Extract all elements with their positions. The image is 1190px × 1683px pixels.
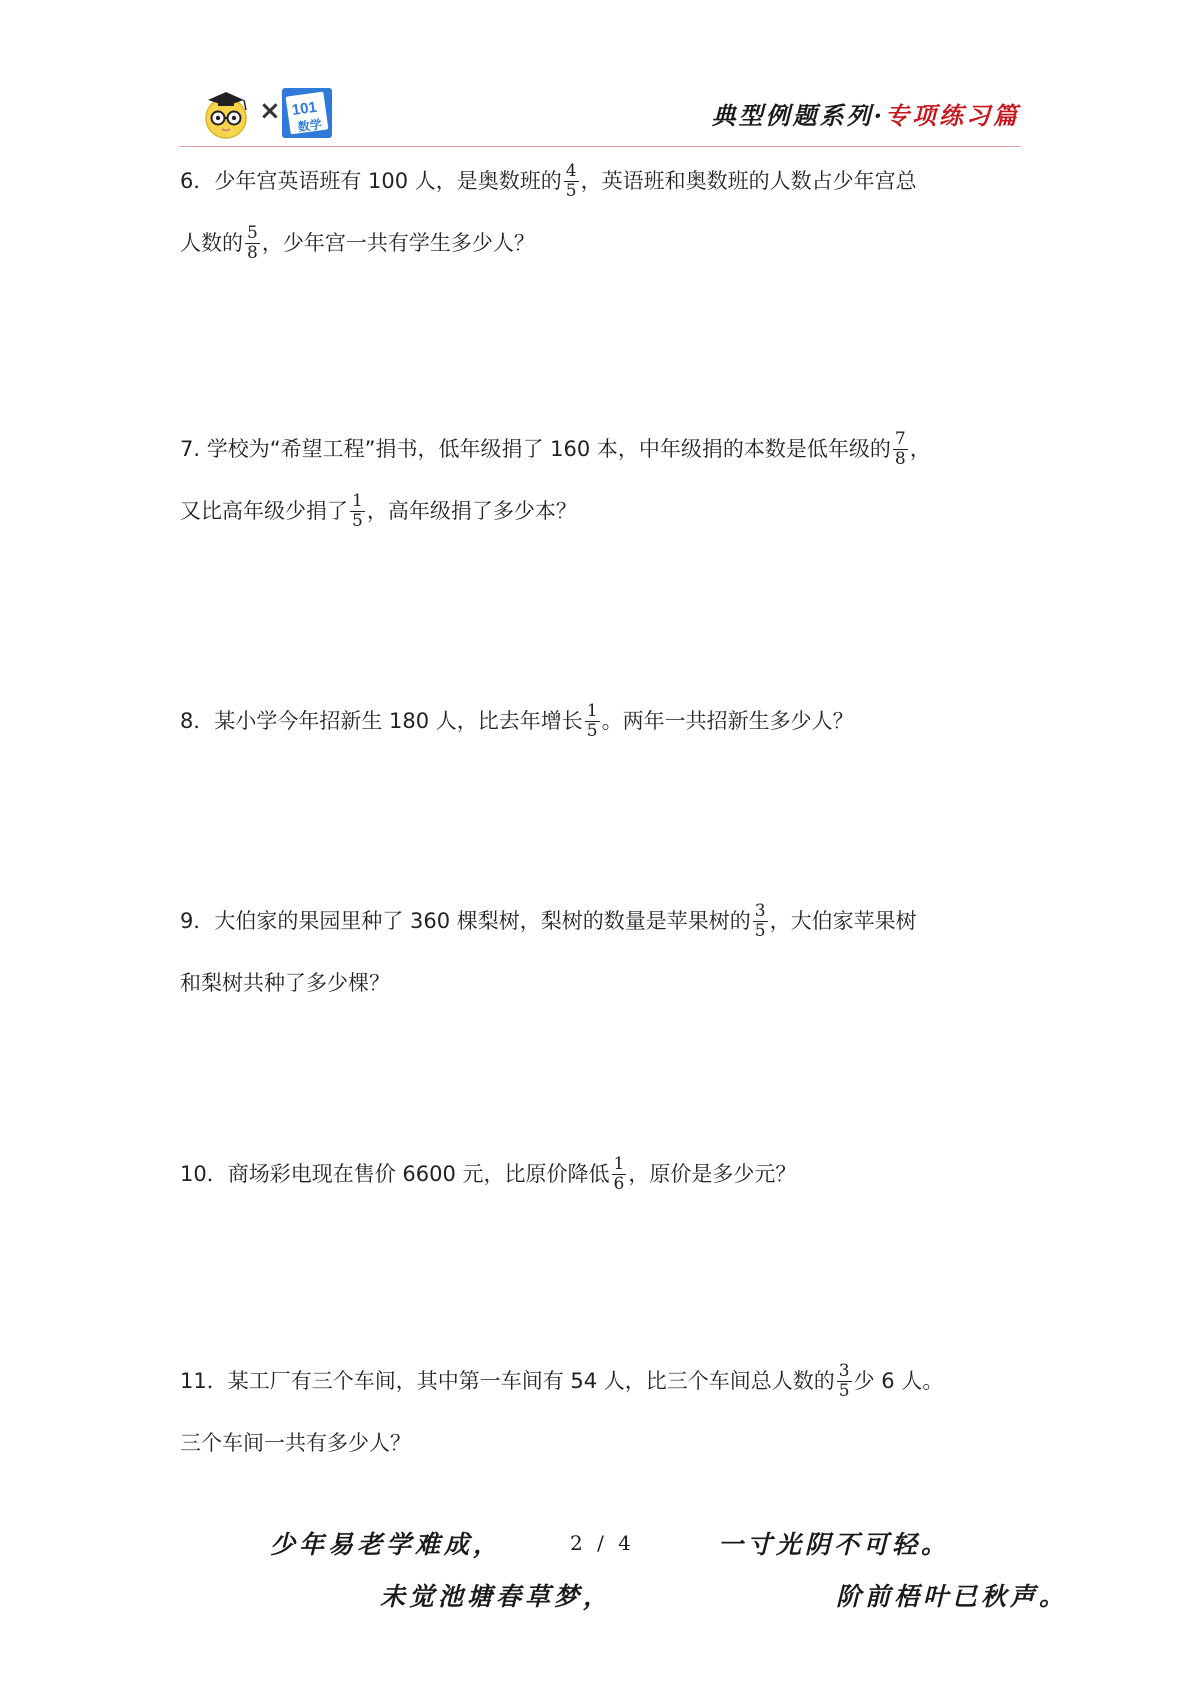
fraction-denominator: 5	[754, 920, 766, 941]
question-line	[180, 1350, 1020, 1412]
question-9	[180, 890, 1020, 1014]
question-text: 9．大伯家的果园里种了 360 棵梨树，梨树的数量是苹果树的	[180, 908, 751, 933]
poem-line-3: 未觉池塘春草梦，	[380, 1582, 613, 1611]
series-title-highlight: 专项练习篇	[885, 101, 1020, 130]
fraction-denominator: 8	[894, 448, 906, 469]
fraction-numerator: 1	[586, 700, 598, 721]
owl-mascot-icon	[200, 88, 252, 140]
question-text: 8．某小学今年招新生 180 人，比去年增长	[180, 708, 583, 733]
question-11	[180, 1350, 1020, 1474]
fraction-denominator: 5	[838, 1380, 850, 1401]
page-number: 2 / 4	[570, 1531, 635, 1555]
poem-line-1: 少年易老学难成，	[270, 1530, 503, 1559]
question-text: 少 6 人。	[853, 1368, 944, 1393]
question-7	[180, 418, 1020, 542]
fraction-denominator: 5	[586, 720, 598, 741]
question-line	[180, 890, 1020, 952]
page-header	[180, 84, 1020, 144]
fraction-numerator: 1	[352, 490, 363, 511]
series-title-main: 典型例题系列·	[711, 101, 885, 130]
fraction	[350, 492, 365, 531]
fraction-numerator: 7	[894, 428, 906, 449]
question-line	[180, 1412, 1020, 1474]
question-text: 人数的	[180, 230, 243, 255]
fraction	[612, 1155, 627, 1194]
question-8	[180, 690, 1020, 752]
question-text: 。两年一共招新生多少人？	[601, 708, 854, 733]
question-text: ，少年宫一共有学生多少人？	[261, 230, 535, 255]
question-line	[180, 690, 1020, 752]
question-text: 和梨树共种了多少棵？	[180, 970, 390, 995]
question-text: 10．商场彩电现在售价 6600 元，比原价降低	[180, 1161, 610, 1186]
question-text: 7. 学校为“希望工程”捐书，低年级捐了 160 本，中年级捐的本数是低年级的	[180, 436, 891, 461]
fraction-numerator: 3	[838, 1360, 850, 1381]
fraction-numerator: 5	[247, 222, 258, 243]
logo-badge-word: 数学	[296, 117, 323, 135]
fraction-numerator: 1	[613, 1153, 625, 1174]
fraction	[753, 902, 768, 941]
question-line	[180, 418, 1020, 480]
question-10	[180, 1143, 1020, 1205]
fraction	[837, 1362, 852, 1401]
fraction	[893, 430, 908, 469]
question-line	[180, 480, 1020, 542]
question-text: 11．某工厂有三个车间，其中第一车间有 54 人，比三个车间总人数的	[180, 1368, 835, 1393]
question-line	[180, 952, 1020, 1014]
question-text: ，大伯家苹果树	[769, 908, 917, 933]
logo-times-sign: ×	[259, 96, 281, 126]
question-text: 又比高年级少捐了	[180, 498, 348, 523]
question-6	[180, 150, 1020, 274]
fraction-numerator: 3	[754, 900, 766, 921]
question-text: ，高年级捐了多少本？	[366, 498, 577, 523]
fraction	[245, 224, 260, 263]
question-text: 三个车间一共有多少人？	[180, 1430, 411, 1455]
fraction	[564, 162, 579, 201]
question-line	[180, 150, 1020, 212]
fraction-denominator: 6	[613, 1173, 625, 1194]
header-divider	[180, 146, 1020, 147]
logo-badge-number: 101	[290, 98, 318, 119]
fraction-numerator: 4	[565, 160, 577, 181]
question-text: ，	[909, 436, 931, 461]
question-line	[180, 1143, 1020, 1205]
poem-line-2: 一寸光阴不可轻。	[718, 1530, 951, 1559]
question-text: ，英语班和奥数班的人数占少年宫总	[580, 168, 917, 193]
page-footer	[0, 1525, 1190, 1615]
poem-line-4: 阶前梧叶已秋声。	[836, 1582, 1069, 1611]
series-title	[712, 96, 1020, 131]
question-text: ，原价是多少元？	[628, 1161, 797, 1186]
fraction-denominator: 5	[352, 510, 363, 531]
math-101-logo	[280, 86, 334, 140]
fraction	[585, 702, 600, 741]
fraction-denominator: 8	[247, 242, 258, 263]
question-text: 6．少年宫英语班有 100 人，是奥数班的	[180, 168, 562, 193]
question-line	[180, 212, 1020, 274]
fraction-denominator: 5	[565, 180, 577, 201]
